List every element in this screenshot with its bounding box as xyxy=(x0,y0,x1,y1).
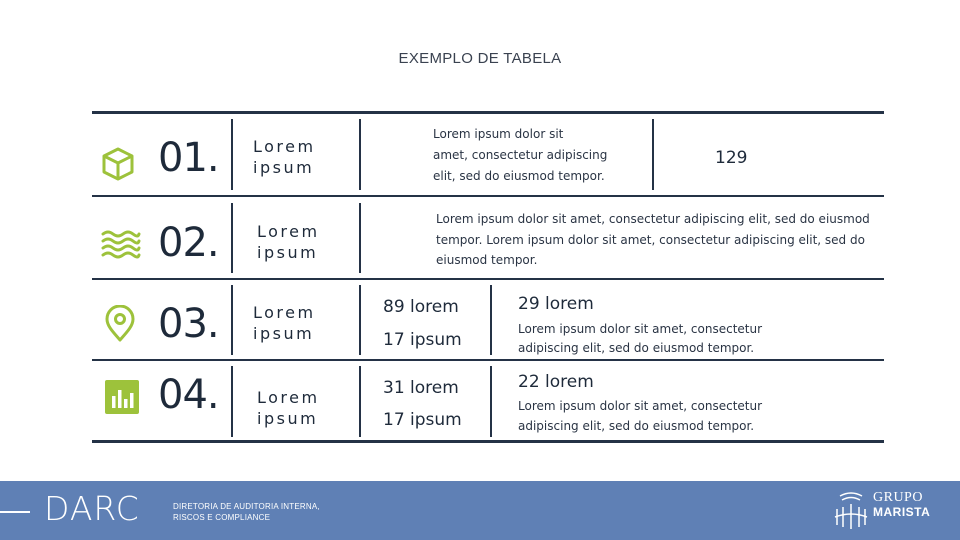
darc-subtitle-line: DIRETORIA DE AUDITORIA INTERNA, xyxy=(173,502,320,511)
stat-a: 89 lorem xyxy=(383,297,459,317)
text-line: Lorem ipsum dolor sit amet, consectetur xyxy=(518,399,763,413)
table-top-border xyxy=(92,111,884,114)
column-divider xyxy=(231,285,233,355)
darc-subtitle xyxy=(173,501,320,523)
row-divider xyxy=(92,195,884,197)
row-number: 01. xyxy=(158,135,219,181)
text-line: Lorem ipsum dolor sit amet, consectetur adipiscing elit, sed do eiusmod xyxy=(436,212,870,226)
crest-logo-icon xyxy=(832,489,870,531)
text-line: Lorem ipsum dolor sit amet, consectetur xyxy=(518,322,763,336)
text-line: adipiscing elit, sed do eiusmod tempor. xyxy=(518,419,755,433)
text-line: elit, sed do eiusmod tempor. xyxy=(433,169,605,183)
stat-a: 31 lorem xyxy=(383,378,459,398)
bar-chart-icon xyxy=(105,380,139,414)
row-number: 02. xyxy=(158,220,219,266)
stat-b: 17 ipsum xyxy=(383,410,462,430)
text-line: Lorem ipsum dolor sit xyxy=(433,127,564,141)
row-label: Lorem ipsum xyxy=(253,303,316,343)
column-divider xyxy=(231,366,233,437)
column-divider xyxy=(231,203,233,273)
column-divider xyxy=(652,119,654,190)
row-number: 03. xyxy=(158,301,219,347)
text-line: eiusmod tempor. xyxy=(436,253,538,267)
location-pin-icon xyxy=(104,305,136,343)
footer-dash xyxy=(0,511,30,513)
text-line: tempor. Lorem ipsum dolor sit amet, consectetur adipiscing elit, sed do xyxy=(436,233,865,247)
table-bottom-border xyxy=(92,440,884,443)
footer-bar xyxy=(0,481,960,540)
cube-icon xyxy=(101,146,135,182)
column-divider xyxy=(359,119,361,190)
row-number: 04. xyxy=(158,372,219,418)
row-heading: 22 lorem xyxy=(518,372,594,392)
row-divider xyxy=(92,359,884,361)
row-label: Lorem ipsum xyxy=(257,388,320,428)
column-divider xyxy=(359,203,361,273)
column-divider xyxy=(490,285,492,355)
column-divider xyxy=(359,285,361,355)
org-name-line: MARISTA xyxy=(873,505,931,519)
text-line: amet, consectetur adipiscing xyxy=(433,148,608,162)
column-divider xyxy=(359,366,361,437)
org-logo xyxy=(873,490,930,520)
darc-logo: DARC xyxy=(44,489,140,528)
row-divider xyxy=(92,278,884,280)
slide-title: EXEMPLO DE TABELA xyxy=(398,50,562,67)
column-divider xyxy=(231,119,233,190)
row-label: Lorem ipsum xyxy=(253,137,316,177)
waves-icon xyxy=(101,229,141,259)
column-divider xyxy=(490,366,492,437)
text-line: adipiscing elit, sed do eiusmod tempor. xyxy=(518,341,755,355)
row-value: 129 xyxy=(715,148,748,168)
darc-subtitle-line: RISCOS E COMPLIANCE xyxy=(173,513,271,522)
row-heading: 29 lorem xyxy=(518,294,594,314)
row-label: Lorem ipsum xyxy=(257,222,320,262)
stat-b: 17 ipsum xyxy=(383,330,462,350)
org-name-line: GRUPO xyxy=(873,490,923,505)
